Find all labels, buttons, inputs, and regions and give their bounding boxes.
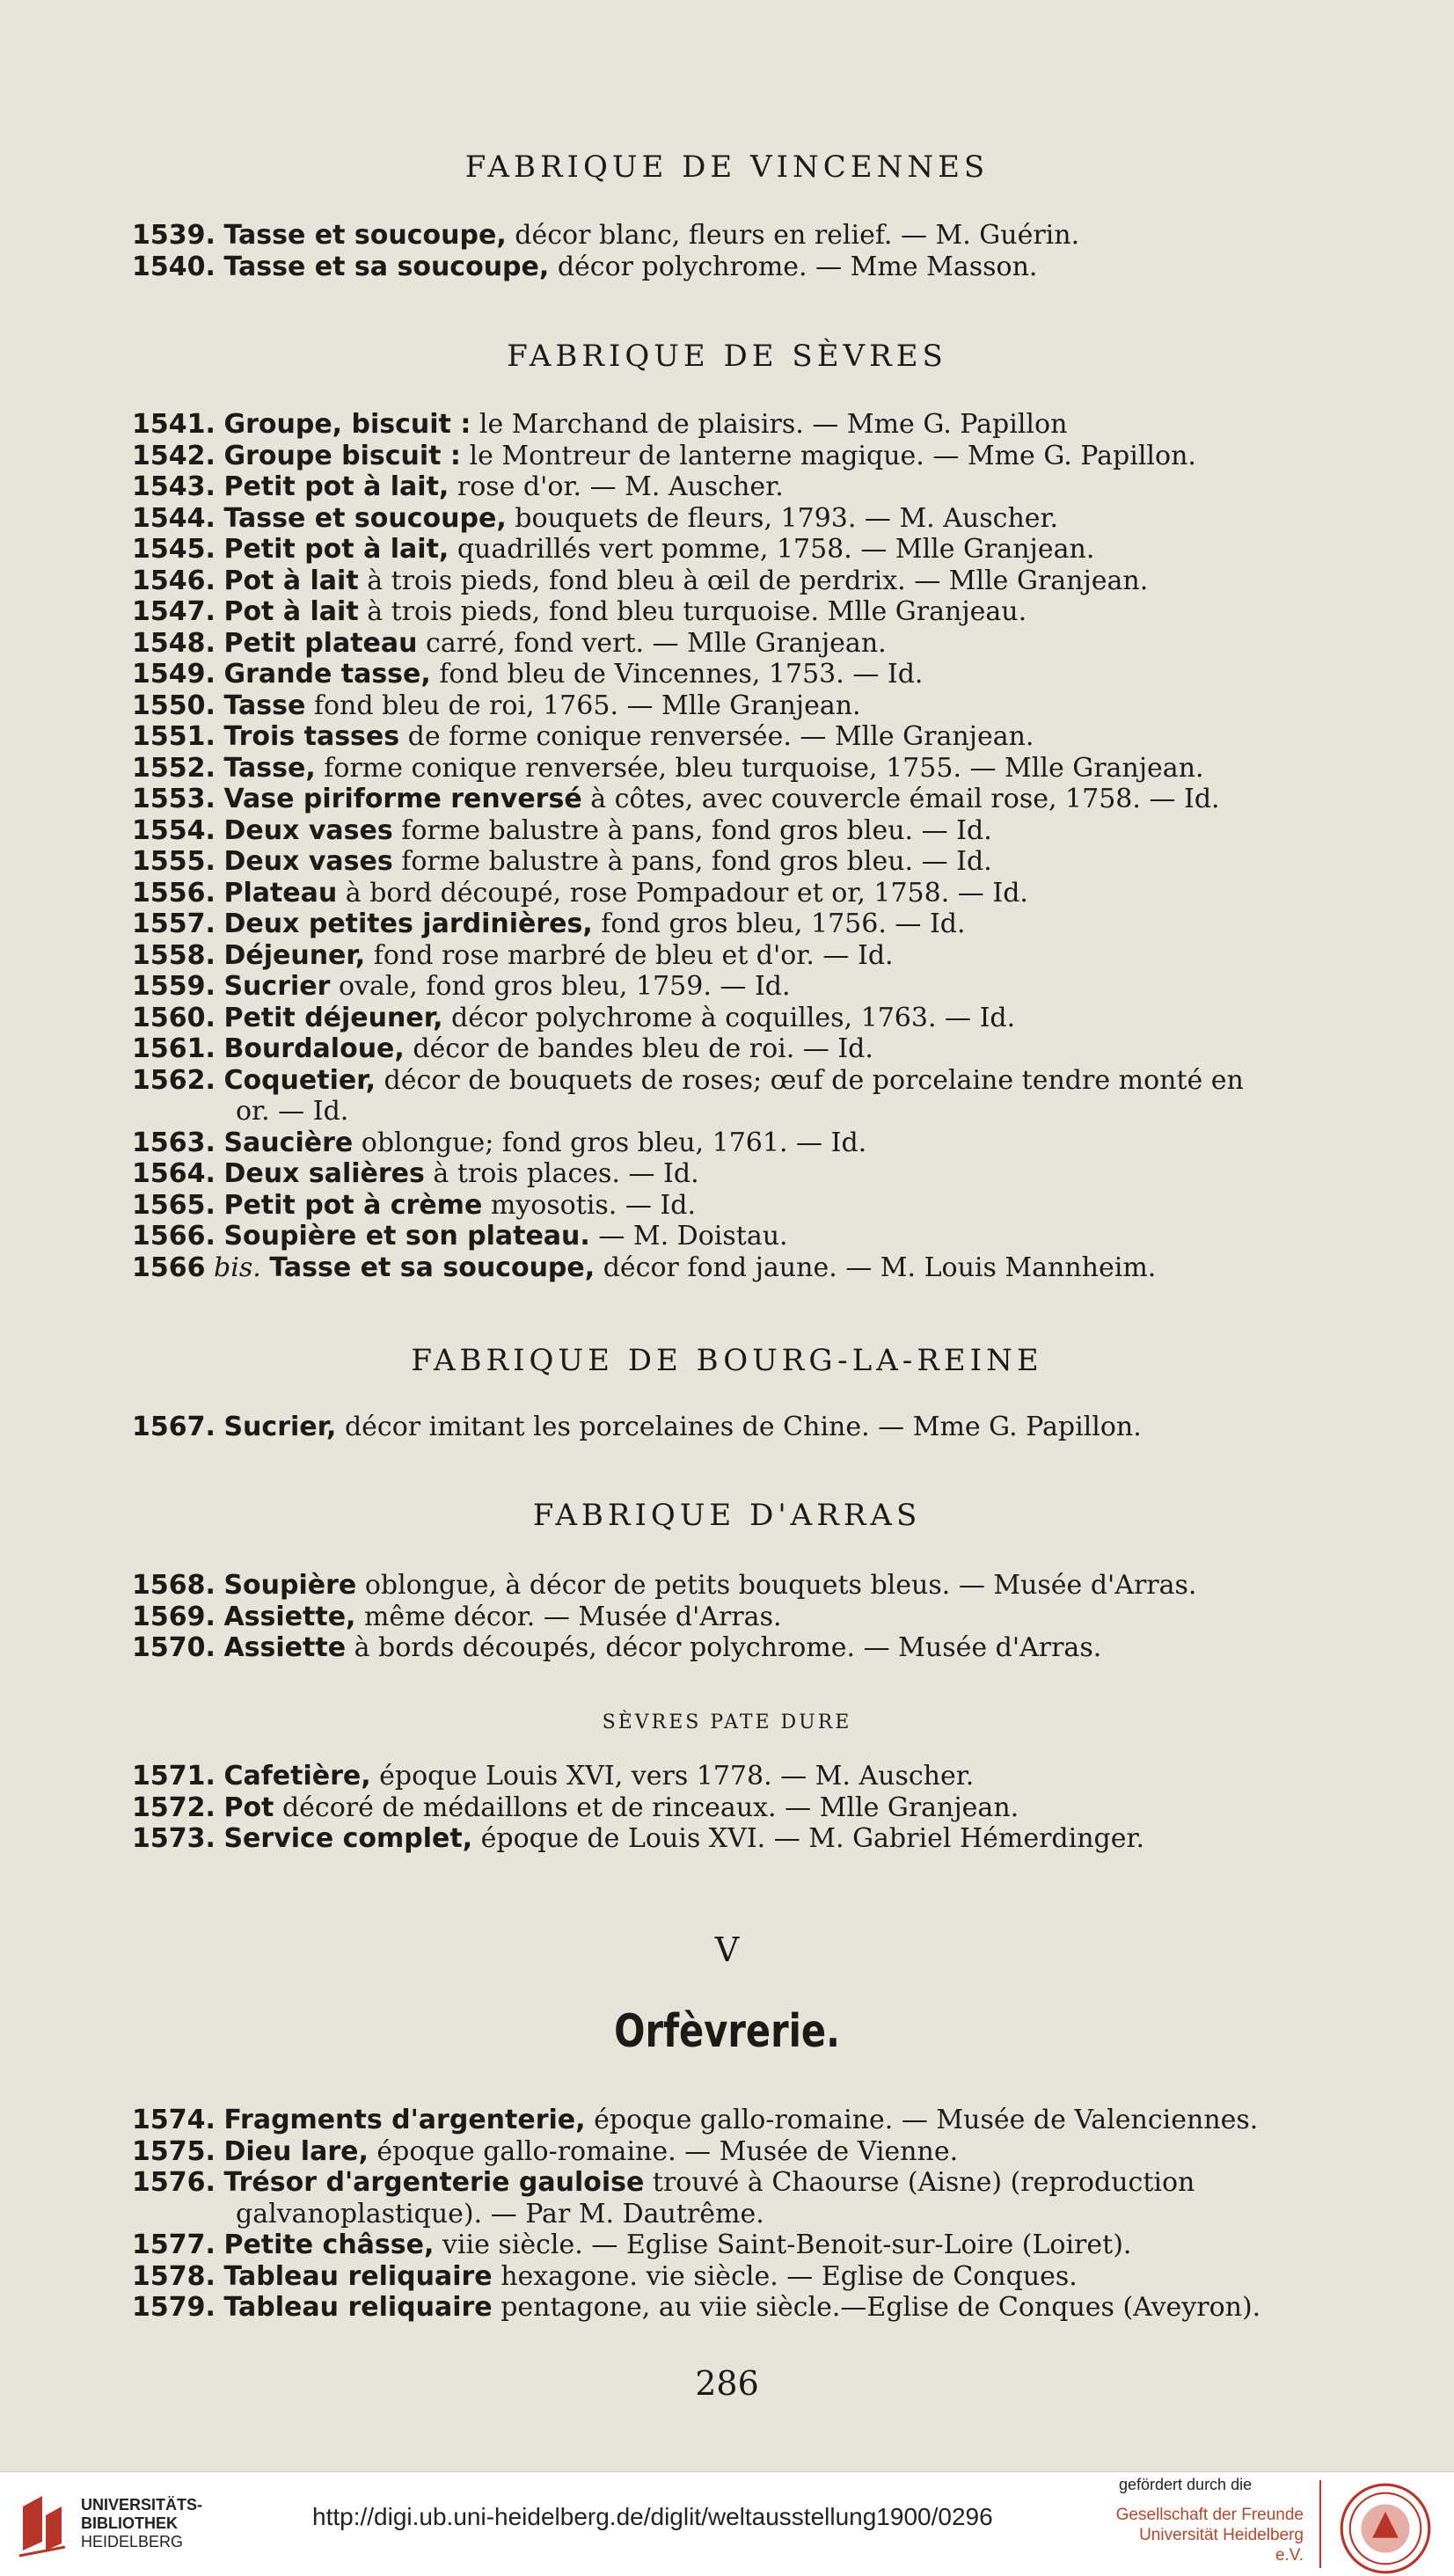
catalog-entry xyxy=(132,471,1363,503)
entry-bis: bis. xyxy=(214,1252,261,1283)
entry-title: Trésor d'argenterie gauloise xyxy=(223,2167,645,2198)
entry-description: rose d'or. — M. Auscher. xyxy=(449,471,784,502)
catalog-entry xyxy=(132,909,1363,940)
entry-description: forme balustre à pans, fond gros bleu. — Id. xyxy=(392,846,992,877)
entry-description: viie siècle. — Eglise Saint-Benoit-sur-Loire (Loiret). xyxy=(434,2229,1132,2260)
catalog-entry xyxy=(132,1412,1363,1443)
entry-description: le Montreur de lanterne magique. — Mme G. Papillon. xyxy=(460,440,1196,471)
catalog-entry xyxy=(132,628,1363,660)
catalog-entry xyxy=(132,753,1363,784)
catalog-entry xyxy=(132,596,1363,628)
entry-description: — M. Doistau. xyxy=(589,1221,788,1252)
entries-bourg xyxy=(132,1412,1363,1443)
chapter-number: V xyxy=(714,1930,740,1969)
entry-description: quadrillés vert pomme, 1758. — Mlle Granjean. xyxy=(449,534,1095,565)
catalog-entry xyxy=(132,846,1363,878)
catalog-entry xyxy=(132,1823,1363,1855)
entry-title: Plateau xyxy=(223,877,338,909)
society-name: Gesellschaft der Freunde Universität Heidelberg e.V. xyxy=(1115,2506,1304,2565)
entry-title: Deux vases xyxy=(223,814,393,846)
entry-number: 1574. xyxy=(132,2105,216,2135)
entry-number: 1578. xyxy=(132,2260,216,2292)
entry-number: 1549. xyxy=(132,659,216,690)
entry-number: 1564. xyxy=(132,1158,216,1189)
entry-title: Tasse et sa soucoupe, xyxy=(269,1252,595,1283)
entry-title: Tasse et soucoupe, xyxy=(223,220,507,251)
entry-description: à trois pieds, fond bleu turquoise. Mlle Granjeau. xyxy=(358,596,1027,627)
entry-description: décoré de médaillons et de rinceaux. — Mlle Granjean. xyxy=(274,1792,1019,1823)
entry-number: 1553. xyxy=(132,784,216,814)
entry-number: 1540. xyxy=(132,251,216,282)
entry-title: Petit pot à lait, xyxy=(223,471,449,502)
entry-title: Petit plateau xyxy=(223,627,418,659)
entry-title: Service complet, xyxy=(223,1823,473,1854)
catalog-entry xyxy=(132,1570,1363,1602)
entry-number: 1559. xyxy=(132,971,216,1002)
entry-description: carré, fond vert. — Mlle Granjean. xyxy=(417,627,887,659)
catalog-entry xyxy=(132,721,1363,753)
entry-description: de forme conique renversée. — Mlle Granjean. xyxy=(399,721,1034,752)
entry-number: 1557. xyxy=(132,909,216,939)
entry-number: 1545. xyxy=(132,534,216,565)
entry-description: à côtes, avec couvercle émail rose, 1758. — Id. xyxy=(581,784,1220,814)
entry-description: pentagone, au viie siècle.—Eglise de Conques (Aveyron). xyxy=(492,2292,1261,2323)
catalog-entry xyxy=(132,2229,1363,2261)
entry-number: 1565. xyxy=(132,1189,216,1221)
entry-number: 1539. xyxy=(132,220,216,251)
entry-title: Petit pot à crème xyxy=(223,1189,483,1221)
catalog-entry xyxy=(132,503,1363,535)
entry-number: 1576. xyxy=(132,2167,216,2198)
entry-description: bouquets de fleurs, 1793. — M. Auscher. xyxy=(506,502,1059,534)
entry-number: 1560. xyxy=(132,1002,216,1033)
catalog-entry xyxy=(132,2167,1363,2199)
entry-description: époque de Louis XVI. — M. Gabriel Hémerdinger. xyxy=(472,1823,1145,1854)
entry-title: Deux salières xyxy=(223,1158,425,1189)
entry-title: Tasse xyxy=(223,690,306,721)
entry-number: 1573. xyxy=(132,1823,216,1854)
entry-number: 1571. xyxy=(132,1761,216,1792)
entry-title: Grande tasse, xyxy=(223,659,431,690)
entry-title: Assiette, xyxy=(223,1601,356,1632)
entry-title: Coquetier, xyxy=(223,1064,376,1096)
entry-number: 1551. xyxy=(132,721,216,752)
section-heading-sevres: FABRIQUE DE SÈVRES xyxy=(507,339,947,374)
section-heading-vincennes: FABRIQUE DE VINCENNES xyxy=(464,150,990,185)
chapter-title: Orfèvrerie. xyxy=(614,2005,840,2058)
entries-orfevrerie xyxy=(132,2105,1363,2324)
entry-title: Groupe, biscuit : xyxy=(223,409,471,440)
entry-title: Trois tasses xyxy=(223,721,400,752)
entry-number: 1546. xyxy=(132,565,216,596)
entry-title: Assiette xyxy=(223,1632,347,1663)
entry-number: 1570. xyxy=(132,1632,216,1663)
entry-title: Pot à lait xyxy=(223,596,359,627)
entry-title: Petite châsse, xyxy=(223,2229,435,2260)
entry-number: 1544. xyxy=(132,502,216,534)
entry-description: forme conique renversée, bleu turquoise, 1755. — Mlle Granjean. xyxy=(315,752,1204,784)
entry-continuation: or. — Id. xyxy=(236,1096,349,1127)
entry-number: 1577. xyxy=(132,2229,216,2260)
catalog-entry xyxy=(132,1033,1363,1065)
entry-title: Petit pot à lait, xyxy=(223,534,449,565)
university-seal-icon xyxy=(1339,2482,1432,2575)
entry-number: 1562. xyxy=(132,1064,216,1096)
subheading-sevres-pate-dure: SÈVRES PATE DURE xyxy=(602,1711,852,1733)
entry-description: forme balustre à pans, fond gros bleu. — Id. xyxy=(392,814,992,846)
entry-description: décor polychrome à coquilles, 1763. — Id. xyxy=(442,1002,1016,1033)
entry-description: le Marchand de plaisirs. — Mme G. Papillon xyxy=(471,409,1068,440)
entry-description: à trois pieds, fond bleu à œil de perdrix. — Mlle Granjean. xyxy=(358,565,1149,596)
entry-title: Saucière xyxy=(223,1127,354,1158)
catalog-entry xyxy=(132,1158,1363,1190)
entry-title: Fragments d'argenterie, xyxy=(223,2105,586,2135)
entry-description: ovale, fond gros bleu, 1759. — Id. xyxy=(330,971,791,1002)
entries-sevres xyxy=(132,409,1363,1283)
entry-title: Tableau reliquaire xyxy=(223,2292,493,2323)
permalink-url[interactable]: http://digi.ub.uni-heidelberg.de/diglit/weltausstellung1900/0296 xyxy=(312,2503,993,2530)
catalog-entry xyxy=(132,1127,1363,1159)
entry-number: 1572. xyxy=(132,1792,216,1823)
entry-description: myosotis. — Id. xyxy=(482,1189,696,1221)
section-heading-bourg: FABRIQUE DE BOURG-LA-REINE xyxy=(411,1343,1043,1378)
entry-number: 1555. xyxy=(132,846,216,877)
entry-number: 1566. xyxy=(132,1221,216,1252)
entry-number: 1568. xyxy=(132,1570,216,1601)
catalog-entry xyxy=(132,1065,1363,1097)
entry-number: 1563. xyxy=(132,1127,216,1158)
entry-title: Pot xyxy=(223,1792,274,1823)
catalog-entry xyxy=(132,659,1363,690)
entry-number: 1556. xyxy=(132,877,216,909)
catalog-entry xyxy=(132,409,1363,441)
page-number: 286 xyxy=(695,2364,759,2403)
entry-description: à bord découpé, rose Pompadour et or, 1758. — Id. xyxy=(337,877,1028,909)
entry-description: époque gallo-romaine. — Musée de Valenciennes. xyxy=(585,2105,1259,2135)
entry-description: fond gros bleu, 1756. — Id. xyxy=(592,909,966,939)
entry-description: décor de bouquets de roses; œuf de porcelaine tendre monté en xyxy=(376,1064,1244,1096)
entry-title: Petit déjeuner, xyxy=(223,1002,443,1033)
entry-description: décor fond jaune. — M. Louis Mannheim. xyxy=(595,1252,1157,1283)
entry-number: 1575. xyxy=(132,2135,216,2167)
entry-number: 1550. xyxy=(132,690,216,721)
entry-description: décor de bandes bleu de roi. — Id. xyxy=(404,1033,873,1064)
entry-title: Vase piriforme renversé xyxy=(223,784,582,814)
entry-description: même décor. — Musée d'Arras. xyxy=(355,1601,782,1632)
entry-description: trouvé à Chaourse (Aisne) (reproduction xyxy=(644,2167,1195,2198)
entry-description: hexagone. vie siècle. — Eglise de Conques. xyxy=(492,2260,1078,2292)
entry-title: Déjeuner, xyxy=(223,939,366,971)
entry-description: oblongue, à décor de petits bouquets bleus. — Musée d'Arras. xyxy=(356,1570,1197,1601)
entry-title: Soupière xyxy=(223,1570,357,1601)
entry-number: 1558. xyxy=(132,939,216,971)
catalog-entry xyxy=(132,566,1363,597)
entry-number: 1567. xyxy=(132,1412,216,1442)
entry-title: Soupière et son plateau. xyxy=(223,1221,590,1252)
catalog-entry xyxy=(132,971,1363,1003)
entry-title: Deux petites jardinières, xyxy=(223,909,593,939)
catalog-entry xyxy=(132,815,1363,847)
catalog-entry xyxy=(132,252,1363,283)
university-library-logo-icon xyxy=(16,2489,69,2559)
footer-divider xyxy=(1319,2480,1321,2568)
entry-description: fond rose marbré de bleu et d'or. — Id. xyxy=(365,939,894,971)
entry-description: fond bleu de roi, 1765. — Mlle Granjean. xyxy=(305,690,861,721)
entry-number: 1554. xyxy=(132,814,216,846)
entry-number: 1547. xyxy=(132,596,216,627)
entry-description: fond bleu de Vincennes, 1753. — Id. xyxy=(430,659,924,690)
entry-number: 1552. xyxy=(132,752,216,784)
entry-title: Groupe biscuit : xyxy=(223,440,461,471)
entries-vincennes xyxy=(132,220,1363,282)
entry-description: à bords découpés, décor polychrome. — Musée d'Arras. xyxy=(346,1632,1102,1663)
entry-number: 1542. xyxy=(132,440,216,471)
entry-description: époque gallo-romaine. — Musée de Vienne. xyxy=(368,2135,959,2167)
library-name: UNIVERSITÄTS- BIBLIOTHEK HEIDELBERG xyxy=(81,2496,203,2550)
catalog-entry xyxy=(132,878,1363,909)
funded-by-label: gefördert durch die xyxy=(1119,2476,1253,2493)
catalog-entry xyxy=(132,784,1363,815)
entry-number: 1541. xyxy=(132,409,216,440)
entry-title: Tasse et soucoupe, xyxy=(223,502,507,534)
catalog-entry xyxy=(132,1003,1363,1034)
catalog-entry xyxy=(132,1190,1363,1222)
catalog-entry xyxy=(132,2136,1363,2168)
entry-title: Dieu lare, xyxy=(223,2135,369,2167)
section-heading-arras: FABRIQUE D'ARRAS xyxy=(532,1498,922,1533)
entry-description: décor blanc, fleurs en relief. — M. Guérin. xyxy=(506,220,1080,251)
entry-description: époque Louis XVI, vers 1778. — M. Auscher. xyxy=(370,1761,975,1792)
entry-description: décor polychrome. — Mme Masson. xyxy=(549,251,1038,282)
catalog-entry xyxy=(132,441,1363,472)
catalog-entry xyxy=(132,2261,1363,2293)
entry-number: 1561. xyxy=(132,1033,216,1064)
entry-title: Bourdaloue, xyxy=(223,1033,405,1064)
entries-arras xyxy=(132,1570,1363,1664)
catalog-entry xyxy=(132,690,1363,722)
entry-description: oblongue; fond gros bleu, 1761. — Id. xyxy=(353,1127,867,1158)
entry-title: Tableau reliquaire xyxy=(223,2260,493,2292)
catalog-entry xyxy=(132,940,1363,972)
entry-number: 1566 xyxy=(132,1252,206,1283)
catalog-entry xyxy=(132,1761,1363,1792)
catalog-entry xyxy=(132,1252,1363,1284)
catalog-entry xyxy=(132,220,1363,252)
catalog-entry xyxy=(132,534,1363,566)
entry-title: Tasse, xyxy=(223,752,316,784)
entry-number: 1543. xyxy=(132,471,216,502)
entry-continuation: galvanoplastique). — Par M. Dautrême. xyxy=(236,2198,764,2229)
entry-title: Sucrier, xyxy=(223,1412,337,1442)
entry-description: à trois places. — Id. xyxy=(424,1158,699,1189)
catalog-entry xyxy=(132,1221,1363,1252)
entry-title: Pot à lait xyxy=(223,565,359,596)
catalog-entry xyxy=(132,1632,1363,1664)
entry-number: 1569. xyxy=(132,1601,216,1632)
entry-title: Tasse et sa soucoupe, xyxy=(223,251,550,282)
entries-sevres-dure xyxy=(132,1761,1363,1855)
entry-title: Sucrier xyxy=(223,971,331,1002)
entry-title: Deux vases xyxy=(223,846,393,877)
catalog-entry xyxy=(132,2292,1363,2324)
entry-title: Cafetière, xyxy=(223,1761,371,1792)
catalog-entry xyxy=(132,1792,1363,1824)
catalog-entry xyxy=(132,1602,1363,1633)
entry-number: 1548. xyxy=(132,627,216,659)
entry-number: 1579. xyxy=(132,2292,216,2323)
entry-description: décor imitant les porcelaines de Chine. — Mme G. Papillon. xyxy=(336,1412,1142,1442)
catalog-entry xyxy=(132,2105,1363,2136)
